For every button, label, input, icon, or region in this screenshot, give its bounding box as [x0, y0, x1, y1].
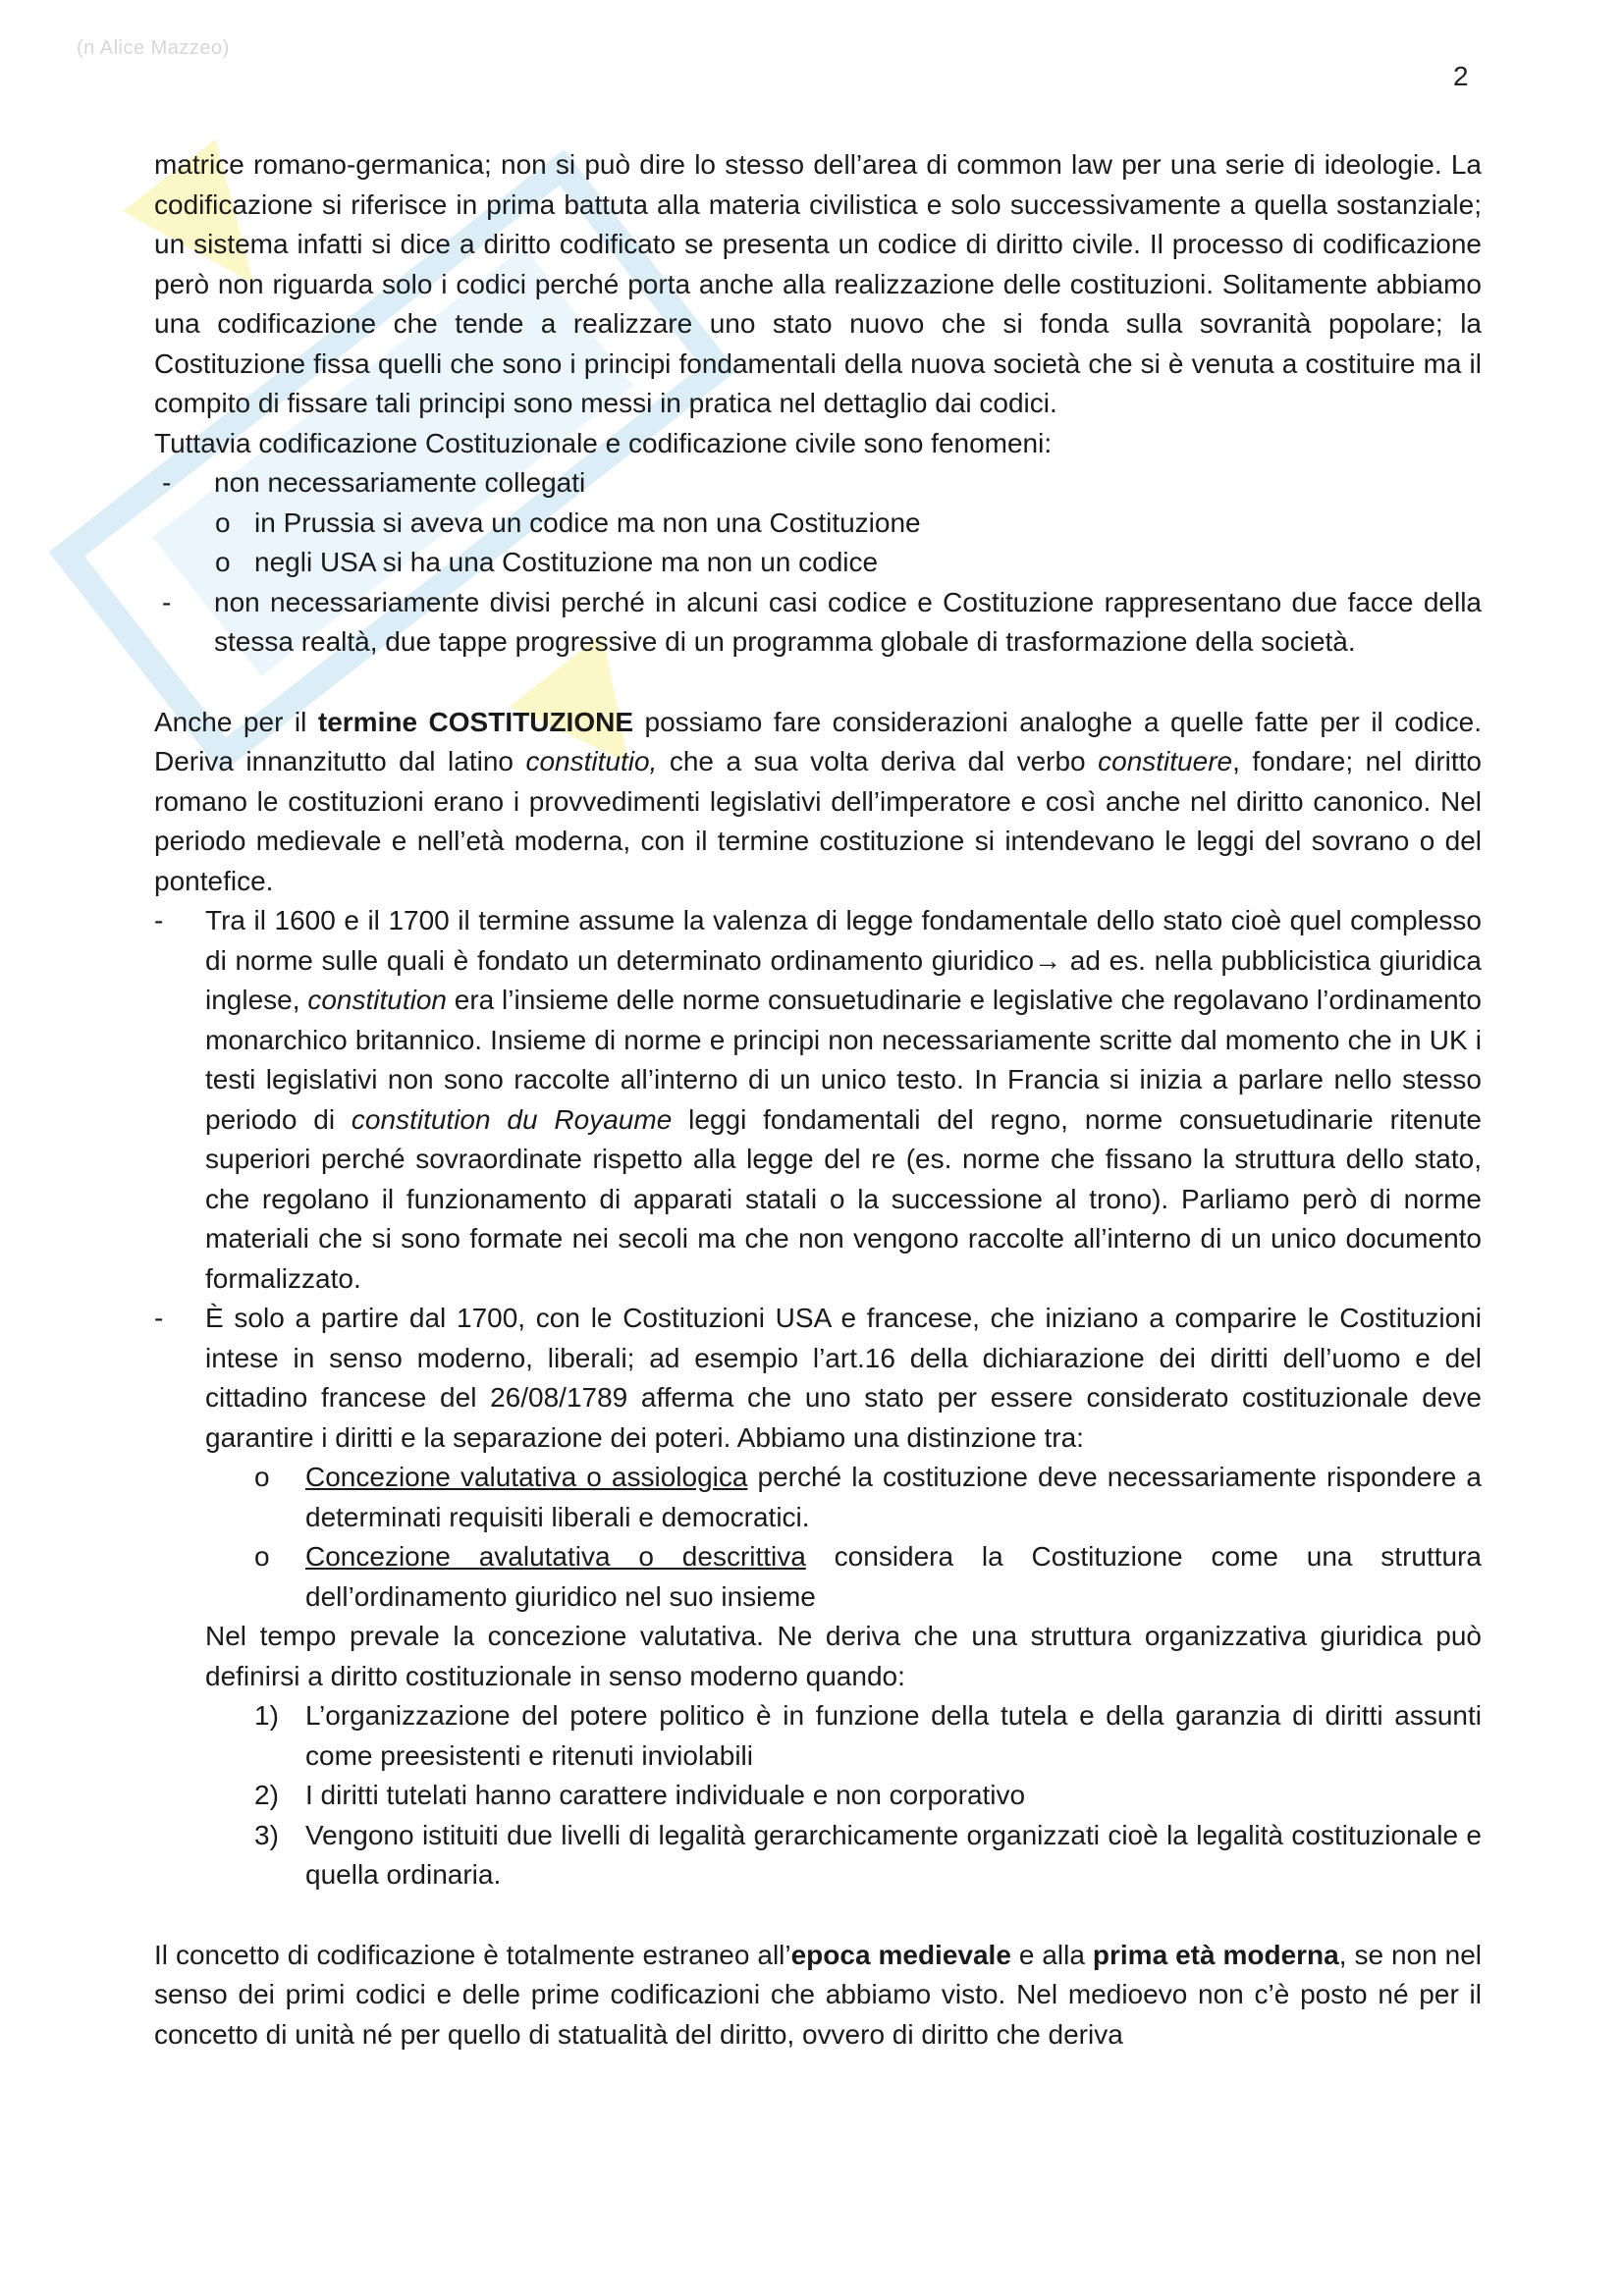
- dash-bullet: -: [162, 586, 172, 617]
- list-item: [154, 901, 1482, 1299]
- sub-list-item: [154, 1458, 1482, 1537]
- sub-list-item: [154, 504, 1482, 544]
- watermark-author: (n Alice Mazzeo): [77, 37, 230, 59]
- document-body: [154, 145, 1482, 2055]
- paragraph: Il concetto di codificazione è totalmente estraneo all’epoca medievale e alla prima età moderna, se non nel senso dei primi codici e delle prime codificazioni che abbiamo visto. Nel medioevo non c’è posto né per il concetto di unità né per quello di statualità del diritto, ovvero di diritto che deriva: [154, 1939, 1482, 2050]
- number-marker: 3): [254, 1819, 279, 1850]
- list-item-text: Concezione avalutativa o descrittiva considera la Costituzione come una struttura dell’ordinamento giuridico nel suo insieme: [305, 1541, 1482, 1612]
- paragraph: matrice romano-germanica; non si può dire lo stesso dell’area di common law per una serie di ideologie. La codificazione si riferisce in prima battuta alla materia civilistica e solo successivamente a quella sostanziale; un sistema infatti si dice a diritto codificato se presenta un codice di diritto civile. Il processo di codificazione però non riguarda solo i codici perché porta anche alla realizzazione delle costituzioni. Solitamente abbiamo una codificazione che tende a realizzare uno stato nuovo che si fonda sulla sovranità popolare; la Costituzione fissa quelli che sono i principi fondamentali della nuova società che si è venuta a costituire ma il compito di fissare tali principi sono messi in pratica nel dettaglio dai codici.: [154, 149, 1482, 418]
- paragraph: Nel tempo prevale la concezione valutativa. Ne deriva che una struttura organizzativa giuridica può definirsi a diritto costituzionale in senso moderno quando:: [205, 1621, 1482, 1691]
- circle-bullet: o: [254, 1462, 270, 1492]
- list-item-text: È solo a partire dal 1700, con le Costituzioni USA e francese, che iniziano a comparire le Costituzioni intese in senso moderno, liberali; ad esempio l’art.16 della dichiarazione dei diritti dell’uomo e del cittadino francese del 26/08/1789 afferma che uno stato per essere considerato costituzionale deve garantire i diritti e la separazione dei poteri. Abbiamo una distinzione tra:: [205, 1303, 1482, 1453]
- list-item-text: Tra il 1600 e il 1700 il termine assume la valenza di legge fondamentale dello stato cioè quel complesso di norme sulle quali è fondato un determinato ordinamento giuridico→ ad es. nella pubblicistica giuridica inglese, constitution era l’insieme delle norme consuetudinarie e legislative che regolavano l’ordinamento monarchico britannico. Insieme di norme e principi non necessariamente scritte dal momento che in UK i testi legislativi non sono raccolte all’interno di un unico testo. In Francia si inizia a parlare nello stesso periodo di constitution du Royaume leggi fondamentali del regno, norme consuetudinarie ritenute superiori perché sovraordinate rispetto alla legge del re (es. norme che fissano la struttura dello stato, che regolano il funzionamento di apparati statali o la successione al trono). Parliamo però di norme materiali che si sono formate nei secoli ma che non vengono raccolte all’interno di un unico documento formalizzato.: [205, 905, 1482, 1294]
- dash-bullet: -: [162, 467, 172, 498]
- numbered-item: [154, 1696, 1482, 1776]
- list-item-text: non necessariamente divisi perché in alcuni casi codice e Costituzione rappresentano due facce della stessa realtà, due tappe progressive di un programma globale di trasformazione della società.: [214, 586, 1482, 657]
- circle-bullet: o: [215, 547, 231, 577]
- paragraph: Tuttavia codificazione Costituzionale e codificazione civile sono fenomeni:: [154, 427, 1053, 458]
- page-number: 2: [1453, 61, 1469, 91]
- dash-bullet: -: [154, 1303, 164, 1333]
- list-item: [154, 463, 1482, 504]
- numbered-item: [154, 1776, 1482, 1816]
- list-item-text: I diritti tutelati hanno carattere individuale e non corporativo: [305, 1780, 1026, 1810]
- list-item-text: Vengono istituiti due livelli di legalità gerarchicamente organizzati cioè la legalità costituzionale e quella ordinaria.: [305, 1819, 1482, 1890]
- list-item-text: non necessariamente collegati: [214, 467, 586, 498]
- list-item-text: negli USA si ha una Costituzione ma non un codice: [254, 547, 879, 577]
- list-item: [154, 583, 1482, 663]
- numbered-item: [154, 1816, 1482, 1896]
- list-item-text: Concezione valutativa o assiologica perché la costituzione deve necessariamente rispondere a determinati requisiti liberali e democratici.: [305, 1462, 1482, 1532]
- sub-list-item: [154, 543, 1482, 583]
- paragraph: Anche per il termine COSTITUZIONE possiamo fare considerazioni analoghe a quelle fatte per il codice. Deriva innanzitutto dal latino constitutio, che a sua volta deriva dal verbo constituere, fondare; nel diritto romano le costituzioni erano i provvedimenti legislativi dell’imperatore e così anche nel diritto canonico. Nel periodo medievale e nell’età moderna, con il termine costituzione si intendevano le leggi del sovrano o del pontefice.: [154, 706, 1482, 896]
- circle-bullet: o: [215, 507, 231, 538]
- number-marker: 1): [254, 1700, 279, 1731]
- dash-bullet: -: [154, 905, 164, 935]
- circle-bullet: o: [254, 1541, 270, 1572]
- number-marker: 2): [254, 1780, 279, 1810]
- list-item-text: L’organizzazione del potere politico è in funzione della tutela e della garanzia di diritti assunti come preesistenti e ritenuti inviolabili: [305, 1700, 1482, 1771]
- list-item: [154, 1299, 1482, 1458]
- list-item-text: in Prussia si aveva un codice ma non una Costituzione: [254, 507, 921, 538]
- sub-list-item: [154, 1537, 1482, 1617]
